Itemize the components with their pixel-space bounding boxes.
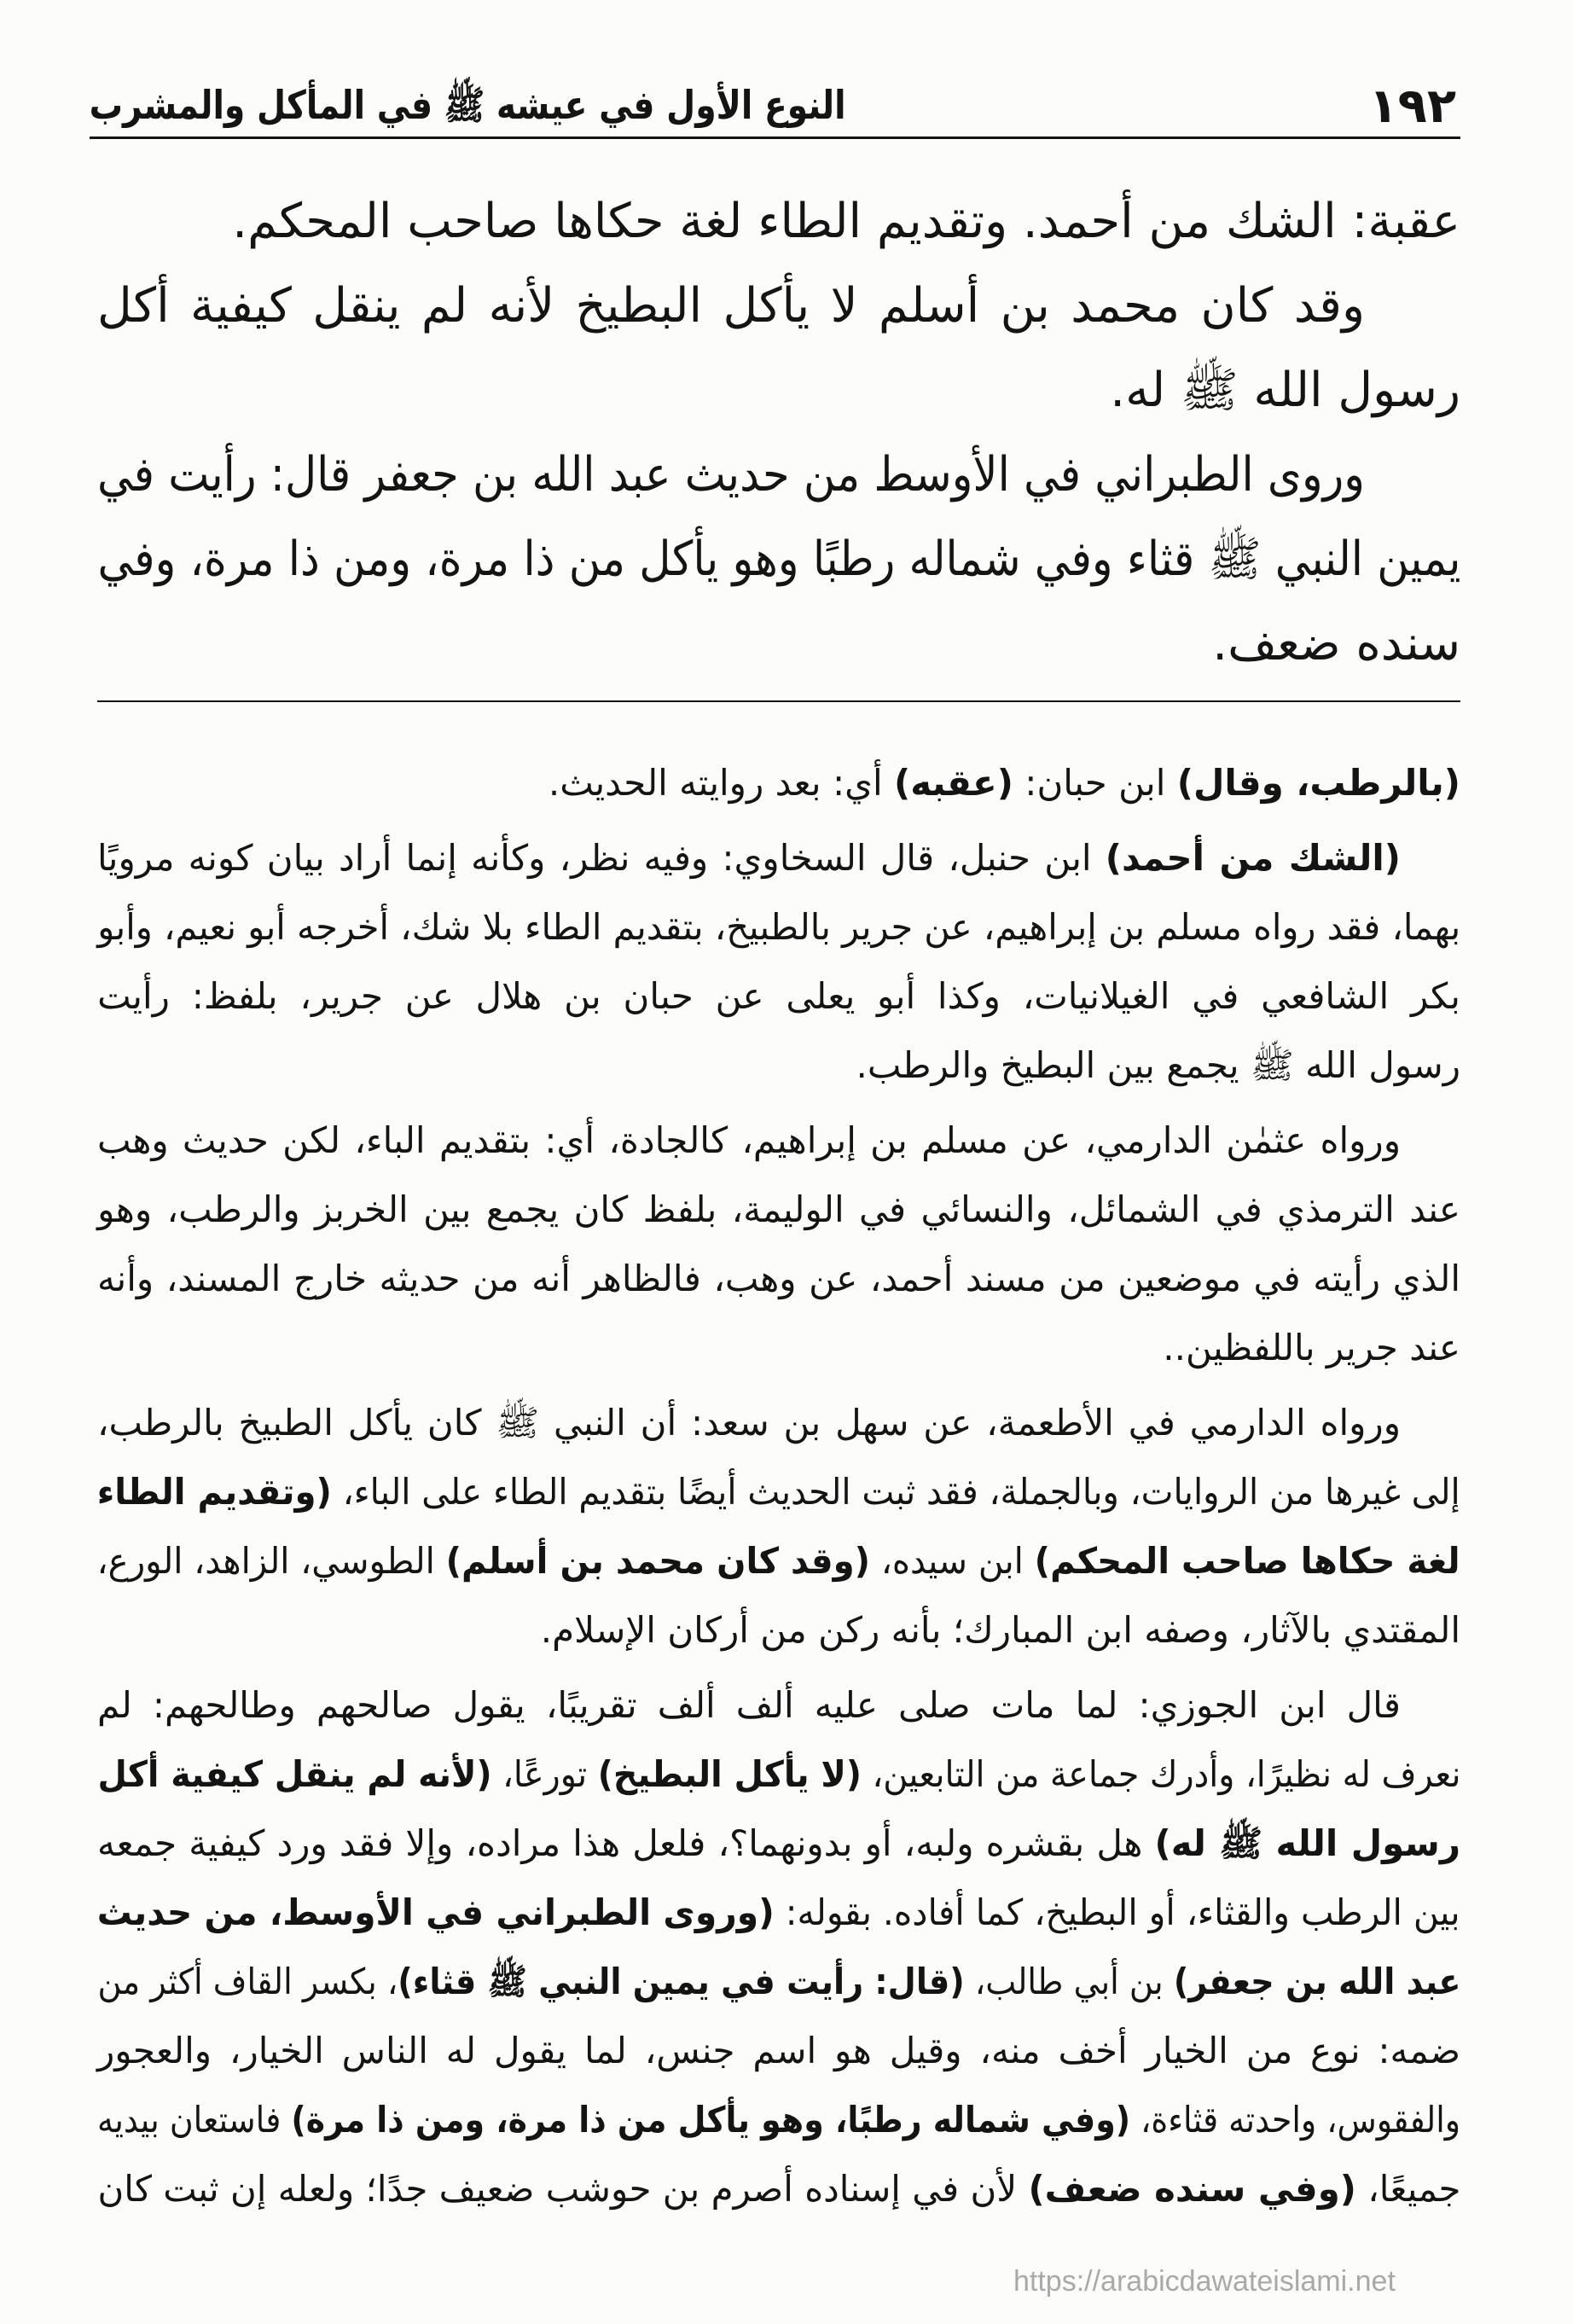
text-line <box>97 1878 1460 1947</box>
commentary-text-run: ضمه: نوع من الخيار أخف منه، وقيل هو اسم جنس، لما يقول له الناس الخيار، والعجور <box>96 2030 1460 2071</box>
text-line <box>97 1313 1460 1382</box>
commentary-text-run: فاستعان بيديه <box>96 2099 292 2141</box>
commentary-text-run: الطوسي، الزاهد، الورع، <box>97 1540 446 1582</box>
line-text <box>856 1031 1460 1100</box>
commentary-text-run: رسول الله ﷺ يجمع بين البطيخ والرطب. <box>856 1044 1460 1086</box>
commentary-text-run: لأن في إسناده أصرم بن حوشب ضعيف جدًا؛ ولعله إن ثبت كان <box>97 2168 1028 2210</box>
commentary-text-run: عند جرير باللفظين.. <box>1163 1327 1460 1368</box>
line-text <box>97 1947 1460 2016</box>
commentary-paragraph <box>97 1388 1460 1665</box>
line-text: يمين النبي ﷺ قثاء وفي شماله رطبًا وهو يأكل من ذا مرة، ومن ذا مرة، وفي <box>97 532 1460 587</box>
commentary-text-run: هل بقشره ولبه، أو بدونهما؟، فلعل هذا مراده، وإلا فقد ورد كيفية جمعه <box>97 1822 1155 1864</box>
text-line <box>97 1740 1460 1809</box>
text-line <box>97 1388 1460 1457</box>
text-line <box>97 601 1460 686</box>
line-text <box>549 748 1460 817</box>
line-text <box>97 823 1401 892</box>
commentary-paragraph <box>97 748 1460 817</box>
quoted-matn-text: (لا يأكل البطيخ) <box>597 1753 862 1795</box>
quoted-matn-text: (وقد كان محمد بن أسلم) <box>445 1540 871 1582</box>
line-text: رسول الله ﷺ له. <box>1110 363 1460 418</box>
commentary-paragraph <box>97 823 1460 1100</box>
line-text: سنده ضعف. <box>1212 616 1460 671</box>
line-text <box>97 1809 1460 1878</box>
commentary-text-run: ورواه الدارمي في الأطعمة، عن سهل بن سعد: أن النبي ﷺ كان يأكل الطبيخ بالرطب، <box>96 1402 1401 1444</box>
commentary-text-run: ابن حبان: <box>1013 762 1177 804</box>
commentary-text <box>97 748 1460 2223</box>
line-text <box>97 1175 1460 1244</box>
text-line <box>97 348 1460 433</box>
text-line <box>97 517 1460 601</box>
line-text <box>97 1878 1460 1947</box>
commentary-text-run: عند الترمذي في الشمائل، والنسائي في الوليمة، بلفظ كان يجمع بين الخربز والرطب، وهو <box>97 1188 1460 1230</box>
main-text <box>97 179 1460 686</box>
text-line <box>97 1595 1460 1665</box>
text-line <box>97 2016 1460 2085</box>
text-line <box>97 1947 1460 2016</box>
quoted-matn-text: (وفي سنده ضعف) <box>1027 2168 1356 2210</box>
text-line <box>97 2085 1460 2154</box>
footnote-separator <box>97 700 1460 702</box>
quoted-matn-text: رسول الله ﷺ له) <box>1154 1822 1460 1864</box>
commentary-text-run: ورواه عثمٰن الدارمي، عن مسلم بن إبراهيم، كالجادة، أي: بتقديم الباء، لكن حديث وهب <box>96 1119 1401 1161</box>
text-line <box>97 1457 1460 1526</box>
line-text <box>97 1740 1460 1809</box>
line-text: وروى الطبراني في الأوسط من حديث عبد الله بن جعفر قال: رأيت في <box>96 447 1365 503</box>
text-line <box>97 1175 1460 1244</box>
commentary-text-run: ، بكسر القاف أكثر من <box>96 1961 398 2002</box>
line-text <box>1163 1313 1460 1382</box>
line-text: عقبة: الشك من أحمد. وتقديم الطاء لغة حكاها صاحب المحكم. <box>232 194 1460 249</box>
commentary-text-run: ابن حنبل، قال السخاوي: وفيه نظر، وكأنه إنما أراد بيان كونه مرويًا <box>97 837 1106 879</box>
commentary-paragraph <box>97 1670 1460 2223</box>
text-line <box>97 892 1460 962</box>
quoted-matn-text: (لأنه لم ينقل كيفية أكل <box>97 1753 492 1795</box>
running-header-text: النوع الأول في عيشه ﷺ في المأكل والمشرب <box>90 82 846 128</box>
commentary-text-run: بن أبي طالب، <box>964 1961 1174 2002</box>
line-text <box>97 2085 1460 2154</box>
commentary-text-run: نعرف له نظيرًا، وأدرك جماعة من التابعين، <box>861 1753 1460 1795</box>
text-line <box>97 1809 1460 1878</box>
commentary-text-run: المقتدي بالآثار، وصفه ابن المبارك؛ بأنه ركن من أركان الإسلام. <box>540 1609 1460 1651</box>
commentary-text-run: تورعًا، <box>491 1753 598 1795</box>
quoted-matn-text: (بالرطب، وقال) <box>1176 762 1460 804</box>
quoted-matn-text: عبد الله بن جعفر) <box>1173 1961 1460 2002</box>
quoted-matn-text: (قال: رأيت في يمين النبي ﷺ قثاء) <box>397 1961 965 2002</box>
running-header-title <box>90 75 846 135</box>
commentary-text-run: قال ابن الجوزي: لما مات صلى عليه ألف ألف تقريبًا، يقول صالحهم وطالحهم: لم <box>97 1684 1401 1726</box>
line-text <box>97 892 1460 962</box>
main-paragraph <box>97 433 1460 686</box>
main-paragraph <box>97 264 1460 433</box>
quoted-matn-text: (عقبه) <box>894 762 1013 804</box>
quoted-matn-text: (الشك من أحمد) <box>1105 837 1401 879</box>
commentary-text-run: بين الرطب والقثاء، أو البطيخ، كما أفاده. بقوله: <box>775 1891 1460 1933</box>
commentary-paragraph <box>97 1106 1460 1382</box>
commentary-text-run: إلى غيرها من الروايات، وبالجملة، فقد ثبت الحديث أيضًا بتقديم الطاء على الباء، <box>332 1471 1460 1513</box>
line-text: وقد كان محمد بن أسلم لا يأكل البطيخ لأنه لم ينقل كيفية أكل <box>97 278 1365 334</box>
page-number: ١٩٢ <box>1368 78 1456 134</box>
line-text <box>97 2016 1460 2085</box>
line-text <box>97 962 1460 1031</box>
text-line <box>97 1031 1460 1100</box>
quoted-matn-text: (وروى الطبراني في الأوسط، من حديث <box>97 1891 775 1933</box>
commentary-text-run: بهما، فقد رواه مسلم بن إبراهيم، عن جرير بالطبيخ، بتقديم الطاء بلا شك، أخرجه أبو نعيم، وأبو <box>97 906 1460 948</box>
quoted-matn-text: لغة حكاها صاحب المحكم) <box>1035 1540 1460 1582</box>
line-text <box>97 1106 1401 1175</box>
text-line <box>97 2154 1460 2223</box>
commentary-text-run: أي: بعد روايته الحديث. <box>548 762 894 804</box>
quoted-matn-text: (وتقديم الطاء <box>97 1471 333 1513</box>
main-paragraph <box>97 179 1460 264</box>
text-line <box>97 433 1460 517</box>
text-line <box>97 1244 1460 1313</box>
header-rule <box>90 137 1460 139</box>
text-line <box>97 748 1460 817</box>
line-text <box>97 1526 1460 1595</box>
commentary-text-run: الذي رأيته في موضعين من مسند أحمد، عن وهب، فالظاهر أنه من حديثه خارج المسند، وأنه <box>97 1258 1460 1299</box>
commentary-text-run: بكر الشافعي في الغيلانيات، وكذا أبو يعلى عن حبان بن هلال عن جرير، بلفظ: رأيت <box>97 975 1460 1017</box>
text-line <box>97 1106 1460 1175</box>
line-text <box>97 1388 1401 1457</box>
commentary-text-run: ابن سيده، <box>870 1540 1036 1582</box>
commentary-text-run: جميعًا، <box>1355 2168 1460 2210</box>
line-text <box>541 1595 1460 1665</box>
commentary-text-run: والفقوس، واحدته قثاءة، <box>1130 2099 1460 2141</box>
text-line <box>97 179 1460 264</box>
line-text <box>97 1244 1460 1313</box>
watermark-url: https://arabicdawateislami.net <box>1013 2265 1396 2298</box>
line-text <box>97 1670 1401 1740</box>
quoted-matn-text: (وفي شماله رطبًا، وهو يأكل من ذا مرة، ومن ذا مرة) <box>291 2099 1131 2141</box>
line-text <box>97 2154 1460 2223</box>
text-line <box>97 264 1460 348</box>
text-line <box>97 1526 1460 1595</box>
text-line <box>97 1670 1460 1740</box>
text-line <box>97 962 1460 1031</box>
line-text <box>97 1457 1460 1526</box>
text-line <box>97 823 1460 892</box>
